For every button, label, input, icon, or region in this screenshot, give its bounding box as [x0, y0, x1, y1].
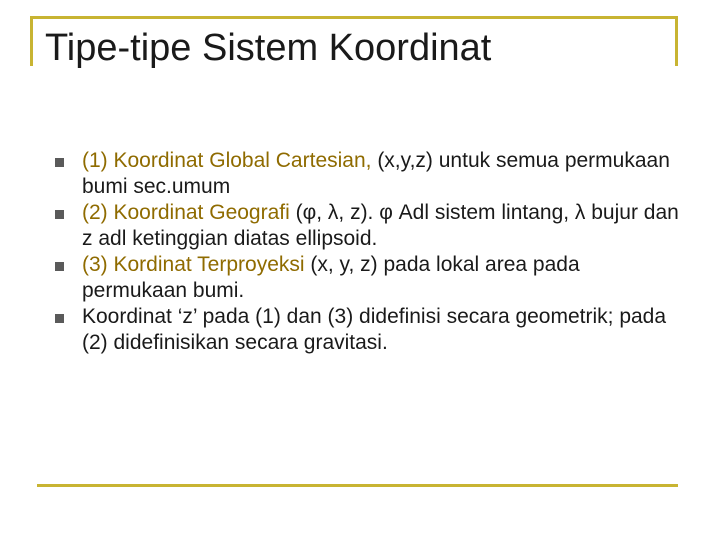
- title-frame-top-rule: [30, 16, 678, 19]
- square-bullet-icon: [55, 262, 64, 271]
- bullet-4-text: Koordinat ‘z’ pada (1) dan (3) didefinisi secara geometrik; pada (2) didefinisikan secara gravitasi.: [82, 305, 667, 354]
- slide-title: Tipe-tipe Sistem Koordinat: [45, 27, 492, 69]
- title-frame-left-rule: [30, 16, 33, 66]
- bullet-1-text: (x,y,z) untuk semua permukaan bumi sec.umum: [82, 149, 670, 198]
- square-bullet-icon: [55, 158, 64, 167]
- bullet-2-highlight: (2) Koordinat Geografi: [82, 201, 290, 224]
- bullet-item-2: [55, 200, 680, 252]
- square-bullet-icon: [55, 314, 64, 323]
- bullet-1-highlight: (1) Koordinat Global Cartesian,: [82, 149, 372, 172]
- bullet-2-text: (φ, λ, z). φ Adl sistem lintang, λ bujur dan z adl ketinggian diatas ellipsoid.: [82, 201, 679, 250]
- bullet-item-4: [55, 304, 680, 356]
- bottom-accent-rule: [37, 484, 678, 487]
- bullet-item-3: [55, 252, 680, 304]
- title-frame-right-rule: [675, 16, 678, 66]
- bullet-3-text: (x, y, z) pada lokal area pada permukaan bumi.: [82, 253, 580, 302]
- bullet-3-highlight: (3) Kordinat Terproyeksi: [82, 253, 305, 276]
- bullet-list: [55, 148, 680, 356]
- bullet-item-1: [55, 148, 680, 200]
- square-bullet-icon: [55, 210, 64, 219]
